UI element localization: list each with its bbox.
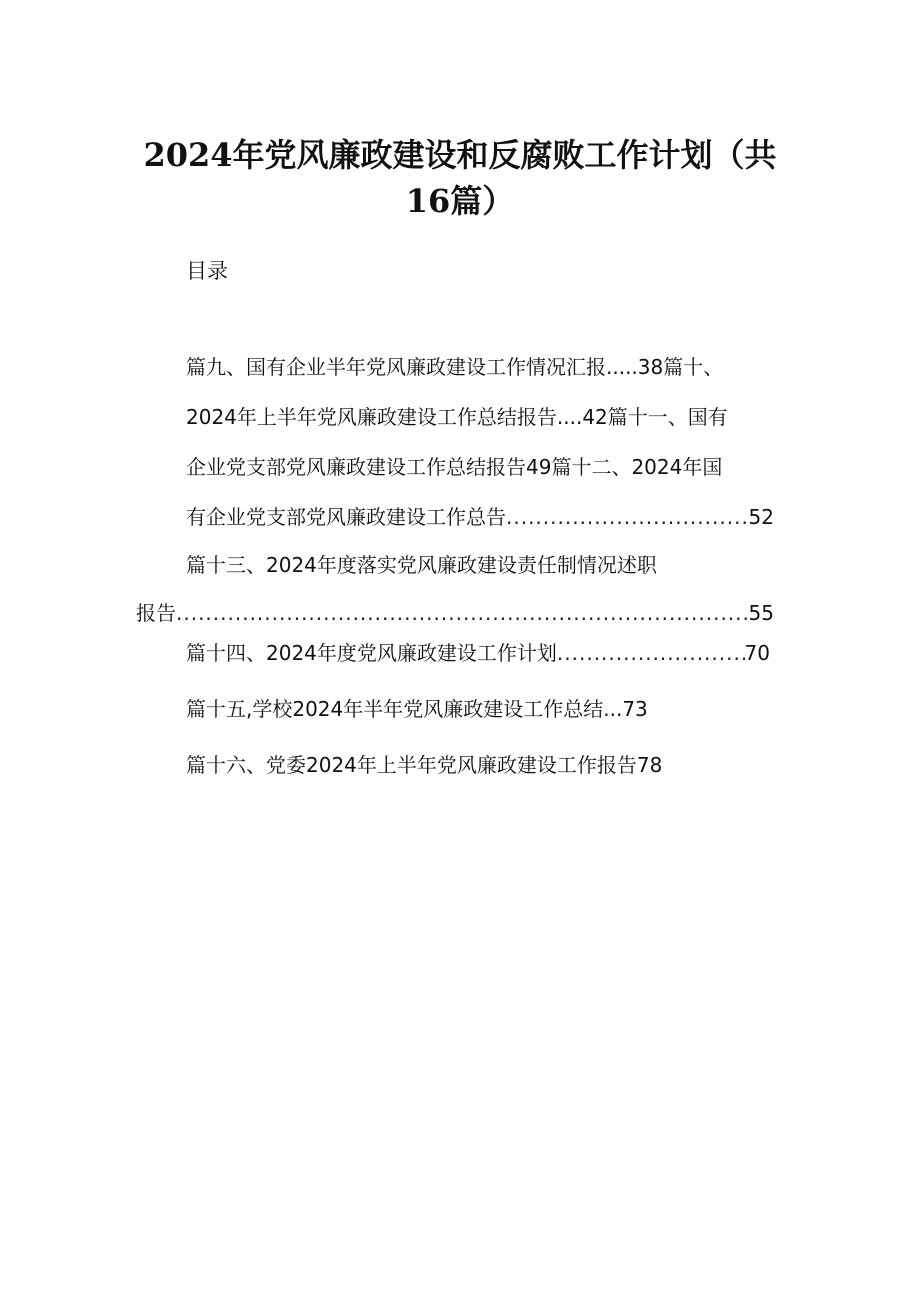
toc-entry-13-line-1[interactable]: 篇十三、2024年度落实党风廉政建设责任制情况述职 [186, 553, 657, 577]
document-title-line-2: 16篇） [405, 182, 515, 220]
toc-entry-12-text: 有企业党支部党风廉政建设工作总告 [186, 505, 506, 529]
toc-entry-12-page: 52 [748, 505, 774, 529]
toc-entry-14[interactable] [186, 638, 770, 668]
toc-entry-14-leader [557, 638, 745, 668]
toc-entry-14-page: 70 [744, 641, 770, 665]
toc-heading: 目录 [186, 259, 228, 283]
toc-entry-13-line-2[interactable] [136, 598, 774, 628]
toc-paragraph-line-1: 篇九、国有企业半年党风廉政建设工作情况汇报.....38篇十、 [186, 355, 724, 379]
toc-paragraph-line-2: 2024年上半年党风廉政建设工作总结报告....42篇十一、国有 [186, 405, 728, 429]
document-title-line-1: 2024年党风廉政建设和反腐败工作计划（共 [143, 136, 777, 174]
toc-entry-13-page: 55 [748, 601, 774, 625]
toc-entry-14-text: 篇十四、2024年度党风廉政建设工作计划 [186, 641, 557, 665]
toc-entry-15[interactable]: 篇十五,学校2024年半年党风廉政建设工作总结...73 [186, 697, 648, 721]
toc-entry-13-text: 报告 [136, 601, 176, 625]
toc-entry-13-leader [176, 598, 749, 628]
toc-entry-16[interactable]: 篇十六、党委2024年上半年党风廉政建设工作报告78 [186, 753, 663, 777]
toc-entry-12-leader [506, 502, 749, 532]
toc-paragraph-line-3: 企业党支部党风廉政建设工作总结报告49篇十二、2024年国 [186, 455, 723, 479]
toc-entry-12[interactable] [186, 502, 774, 532]
